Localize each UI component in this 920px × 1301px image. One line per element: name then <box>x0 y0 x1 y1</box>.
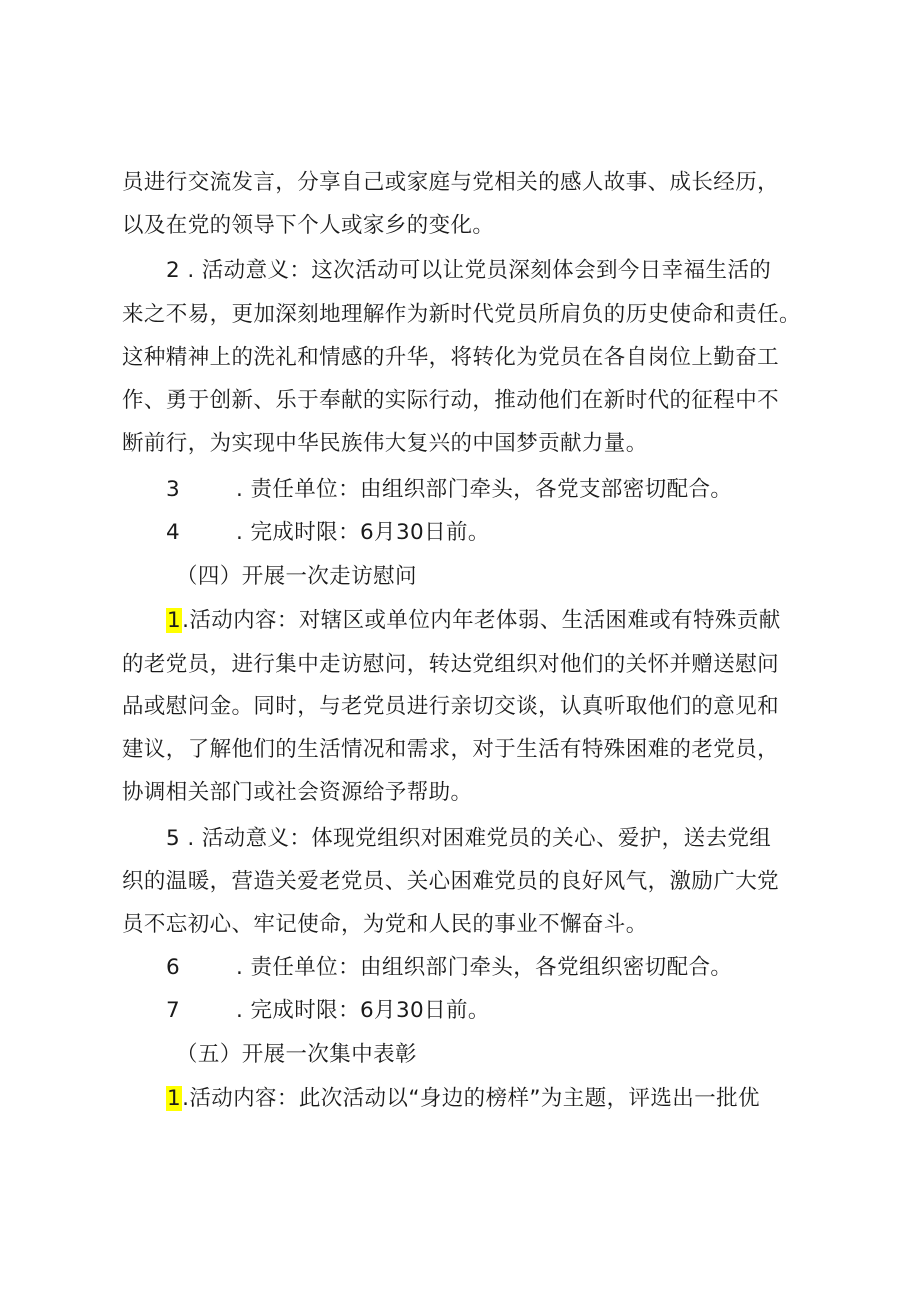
text-line: 这种精神上的洗礼和情感的升华，将转化为党员在各自岗位上勤奋工 <box>122 345 780 370</box>
list-number: 4 <box>166 520 181 545</box>
text-line: 员不忘初心、牢记使命，为党和人民的事业不懈奋斗。 <box>122 912 648 937</box>
text-line: 品或慰问金。同时，与老党员进行亲切交谈，认真听取他们的意见和 <box>122 694 780 719</box>
text-line: 协调相关部门或社会资源给予帮助。 <box>122 780 473 805</box>
deadline-text: . 完成时限：6月30日前。 <box>236 520 490 545</box>
list-number: 7 <box>166 998 181 1023</box>
deadline-line <box>166 996 856 1026</box>
content-text: .活动内容：对辖区或单位内年老体弱、生活困难或有特殊贡献 <box>182 608 781 633</box>
text-line: 建议，了解他们的生活情况和需求，对于生活有特殊困难的老党员， <box>122 737 780 762</box>
list-number: 6 <box>166 955 181 980</box>
text-line: 2 . 活动意义：这次活动可以让党员深刻体会到今日幸福生活的 <box>166 258 772 283</box>
highlighted-number: 1 <box>167 608 182 633</box>
text-line: 断前行，为实现中华民族伟大复兴的中国梦贡献力量。 <box>122 431 648 456</box>
text-line: 5 . 活动意义：体现党组织对困难党员的关心、爱护，送去党组 <box>166 826 772 851</box>
responsibility-line <box>166 953 856 983</box>
text-line: 来之不易，更加深刻地理解作为新时代党员所肩负的历史使命和责任。 <box>122 302 801 327</box>
responsibility-text: . 责任单位：由组织部门牵头，各党支部密切配合。 <box>236 477 733 502</box>
content-first-line <box>166 1084 856 1114</box>
text-line: 员进行交流发言，分享自己或家庭与党相关的感人故事、成长经历， <box>122 170 780 195</box>
responsibility-line <box>166 475 856 505</box>
responsibility-text: . 责任单位：由组织部门牵头，各党组织密切配合。 <box>236 955 733 980</box>
text-line: 以及在党的领导下个人或家乡的变化。 <box>122 213 495 238</box>
text-line: 织的温暖，营造关爱老党员、关心困难党员的良好风气，激励广大党 <box>122 869 780 894</box>
deadline-line <box>166 518 856 548</box>
text-line: 作、勇于创新、乐于奉献的实际行动，推动他们在新时代的征程中不 <box>122 388 780 413</box>
section-heading: （五）开展一次集中表彰 <box>176 1042 417 1067</box>
section-heading: （四）开展一次走访慰问 <box>176 564 417 589</box>
highlighted-number: 1 <box>167 1086 182 1111</box>
text-line: 的老党员，进行集中走访慰问，转达党组织对他们的关怀并赠送慰问 <box>122 652 780 677</box>
deadline-text: . 完成时限：6月30日前。 <box>236 998 490 1023</box>
content-first-line <box>166 606 856 636</box>
content-text: .活动内容：此次活动以“身边的榜样”为主题，评选出一批优 <box>182 1086 760 1111</box>
list-number: 3 <box>166 477 181 502</box>
